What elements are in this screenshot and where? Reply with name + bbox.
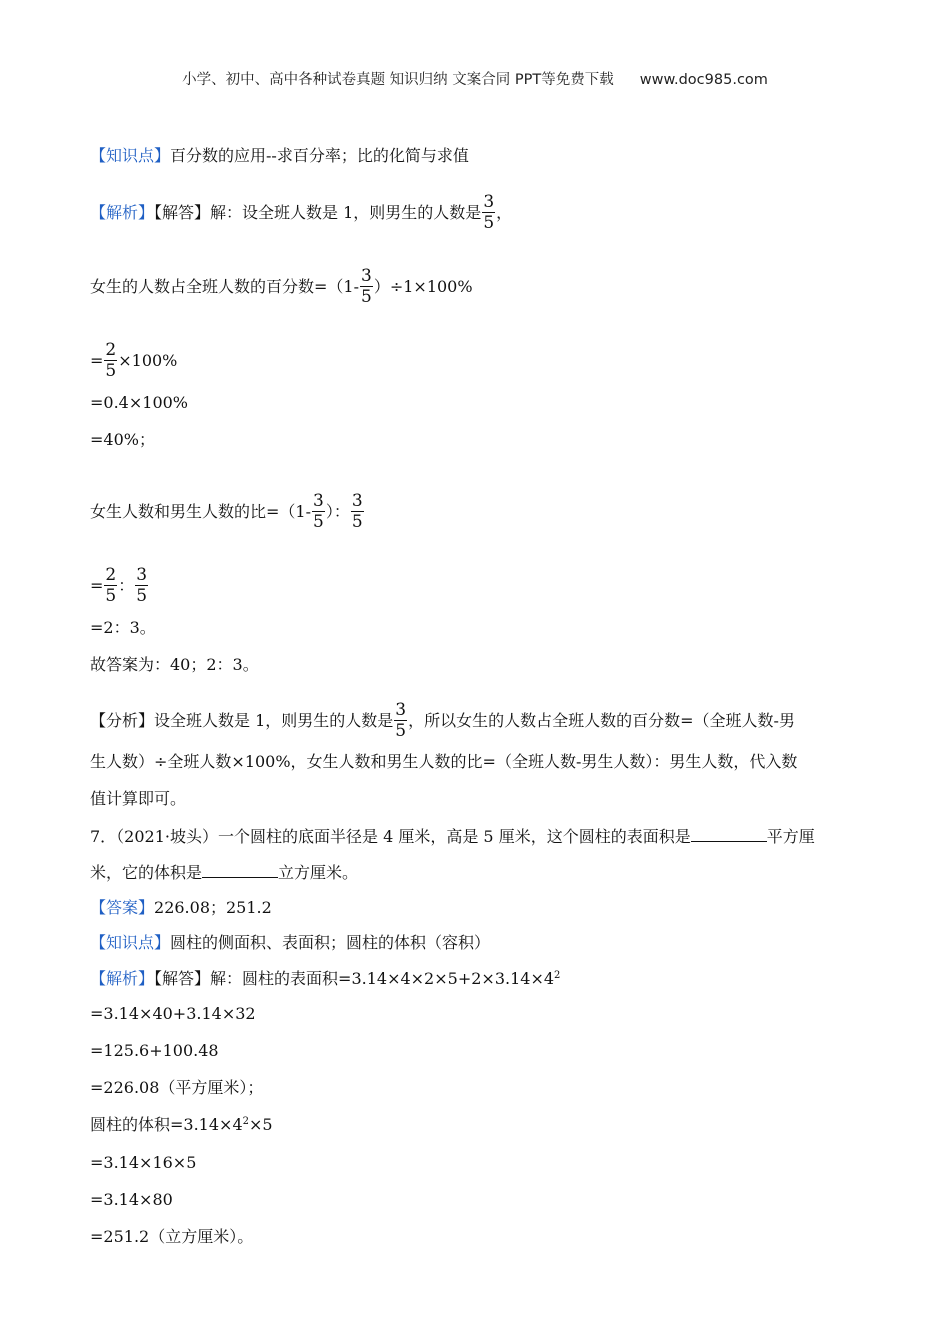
q6-analysis-line3: 值计算即可。 [90, 789, 187, 808]
q7-question-line2-a: 米，它的体积是 [90, 863, 203, 882]
q6-ratio-line [90, 493, 365, 532]
q6-analysis-line1 [90, 702, 795, 741]
q6-step1-suffix: ×100% [118, 351, 178, 370]
q6-pct-line [90, 268, 473, 307]
q7-answer: 226.08；251.2 [154, 898, 272, 917]
tag-fenxi: 【分析】 [90, 711, 155, 730]
tag-analysis: 【解析】 [90, 969, 155, 988]
equals: = [90, 576, 104, 595]
q6-step1 [90, 342, 177, 381]
q6-solution-intro [90, 194, 512, 233]
page-header [0, 68, 950, 89]
answer-blank[interactable] [691, 825, 767, 842]
q7-volume-tail: ×5 [249, 1115, 273, 1134]
answer-blank[interactable] [202, 861, 278, 878]
q7-s2: =125.6+100.48 [90, 1041, 219, 1060]
q6-final-answer: 故答案为：40；2：3。 [90, 655, 259, 674]
q6-pct-label: 女生的人数占全班人数的百分数=（1- [90, 277, 359, 296]
q6-step3: =40%； [90, 430, 155, 449]
header-title: 小学、初中、高中各种试卷真题 知识归纳 文案合同 PPT等免费下载 [182, 72, 614, 88]
q7-knowledge: 圆柱的侧面积、表面积；圆柱的体积（容积） [170, 933, 491, 952]
fraction-2-5: $\frac{2}{5}$ [105, 565, 117, 606]
q7-question-b: 平方厘 [766, 827, 815, 846]
q6-ratio-close: ）： [325, 502, 350, 521]
fraction-3-5: $\frac{3}{5}$ [361, 266, 372, 307]
q6-analysis-b: ，所以女生的人数占全班人数的百分数=（全班人数-男 [408, 711, 795, 730]
q7-volume-label: 圆柱的体积=3.14×4 [90, 1115, 243, 1134]
q6-ratio-step [90, 567, 149, 606]
q7-v3: =251.2（立方厘米）。 [90, 1227, 254, 1246]
superscript-2: 2 [242, 1116, 249, 1127]
q6-intro: 解：设全班人数是 1，则男生的人数是 [210, 203, 482, 222]
fraction-3-5: $\frac{3}{5}$ [483, 192, 495, 233]
q7-question-a: 7．（2021·坡头）一个圆柱的底面半径是 4 厘米，高是 5 厘米，这个圆柱的表面积是 [90, 827, 691, 846]
fraction-3-5: $\frac{3}{5}$ [351, 491, 363, 532]
q6-ratio-label: 女生人数和男生人数的比=（1- [90, 502, 311, 521]
superscript-2: 2 [554, 970, 561, 981]
q7-question-line1 [90, 825, 815, 848]
q7-volume-line [90, 1114, 273, 1136]
q6-step2: =0.4×100% [90, 393, 188, 412]
tag-answer-detail: 【解答】 [154, 969, 211, 988]
header-site: www.doc985.com [639, 72, 768, 88]
q7-knowledge-line [90, 932, 490, 954]
tag-knowledge: 【知识点】 [90, 146, 171, 165]
q7-question-line2 [90, 861, 358, 884]
fraction-3-5: $\frac{3}{5}$ [136, 565, 148, 606]
q7-v2: =3.14×80 [90, 1190, 173, 1209]
q7-s3: =226.08（平方厘米）； [90, 1078, 264, 1097]
q7-question-line2-b: 立方厘米。 [278, 863, 359, 882]
q6-knowledge-line [90, 145, 469, 167]
q7-solution-line [90, 968, 560, 990]
tag-answer-detail: 【解答】 [154, 203, 211, 222]
q6-analysis-line2: 生人数）÷全班人数×100%，女生人数和男生人数的比=（全班人数-男生人数）：男生人数，代入数 [90, 752, 798, 771]
q7-surface-label: 解：圆柱的表面积=3.14×4×2×5+2×3.14×4 [210, 969, 555, 988]
q7-answer-line [90, 897, 272, 919]
tag-analysis: 【解析】 [90, 203, 155, 222]
q6-ratio-result: =2：3。 [90, 618, 156, 637]
tag-answer: 【答案】 [90, 898, 155, 917]
fraction-3-5: $\frac{3}{5}$ [313, 491, 324, 532]
punct: ， [496, 203, 513, 222]
q6-knowledge: 百分数的应用--求百分率；比的化简与求值 [170, 146, 469, 165]
fraction-2-5: $\frac{2}{5}$ [105, 340, 117, 381]
colon: ： [118, 576, 135, 595]
fraction-3-5: $\frac{3}{5}$ [395, 700, 407, 741]
q6-pct-tail: ）÷1×100% [373, 277, 473, 296]
q7-v1: =3.14×16×5 [90, 1153, 197, 1172]
tag-knowledge: 【知识点】 [90, 933, 171, 952]
q7-s1: =3.14×40+3.14×32 [90, 1004, 256, 1023]
equals: = [90, 351, 104, 370]
q6-analysis-a: 设全班人数是 1，则男生的人数是 [154, 711, 394, 730]
